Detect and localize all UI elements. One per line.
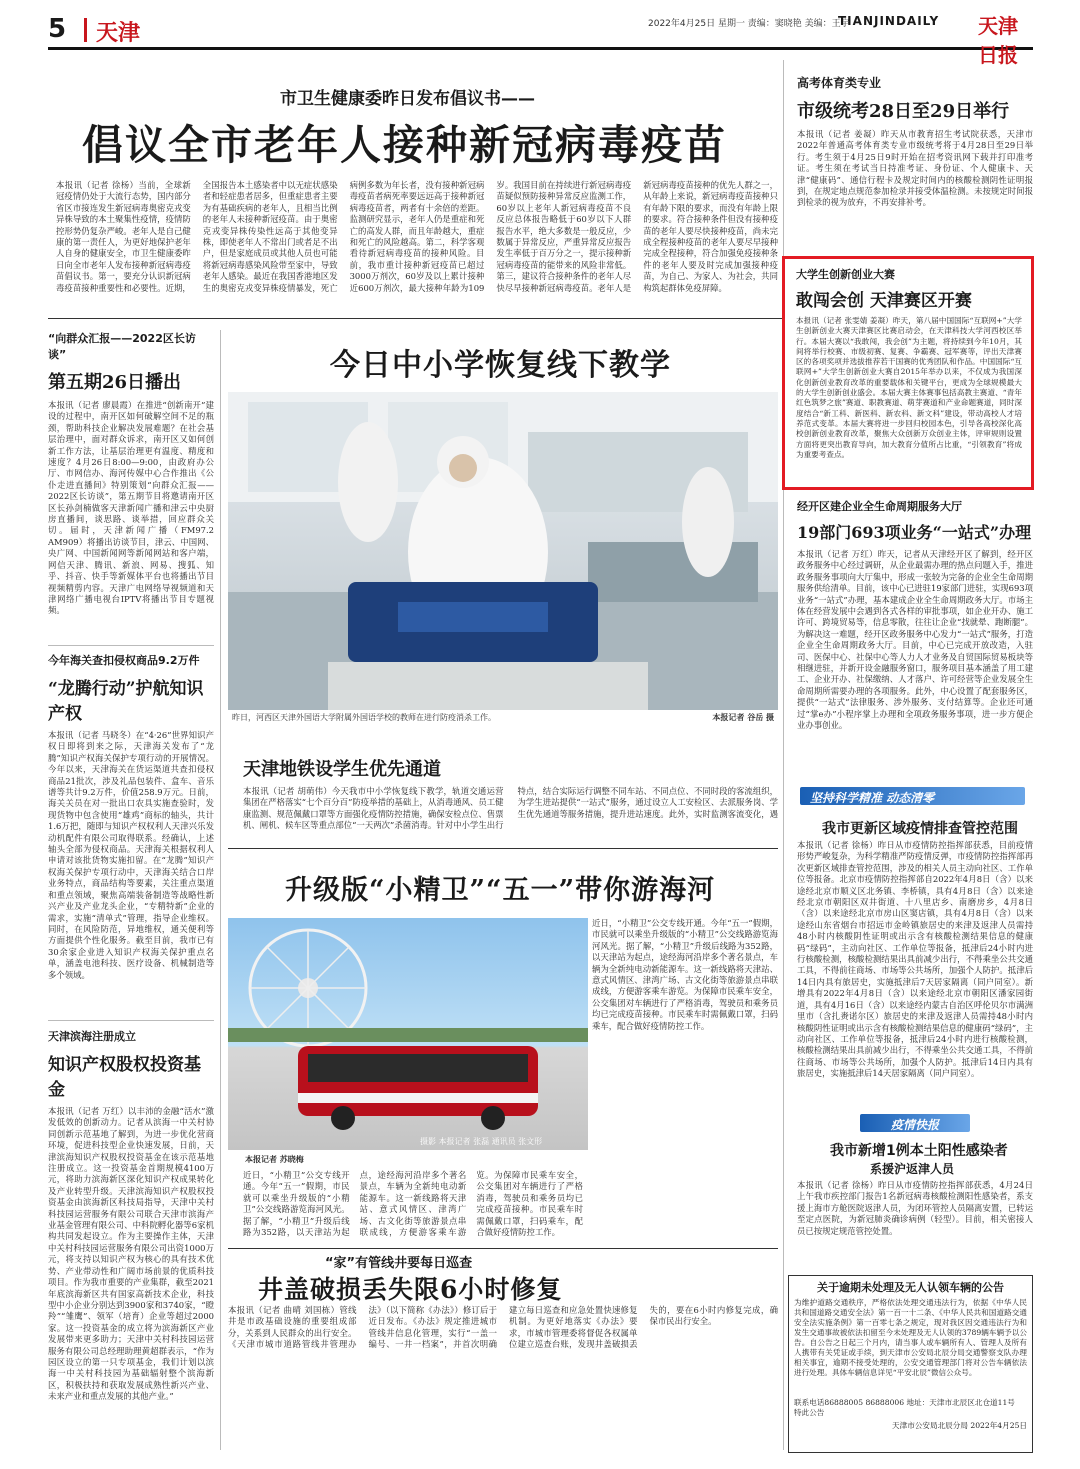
epidemic-body: 本报讯（记者 徐杨）昨日从市疫情防控指挥部获悉，目前疫情形势严峻复杂，为科学精准严防疫情反弹，市疫情防控指挥部再次更新区域排查管控范围，涉及的相关人员主动向社区、工作单位等报备。北京市疫情防控指挥部自2022年4月8日（含）以来途经北京市顺义区北务镇、李桥镇，具有4月8日（含）以来途经北京市朝阳区双井街道、十八里店乡、南磨房乡，4月8日（含）以来途经北京市房山区窦店镇，具有4月8日（含）以来途经山东省烟台市招远市金岭镇旅居史的来津及返津人员需持48小时内核酸阴性证明或出示含有核酸检测结果信息的健康码“绿码”，主动向社区、工作单位等报备，抵津后24小时内进行核酸检测，核酸检测结果出具前减少出行，不得乘坐公共交通工具，不得前往商场、市场等公共场所，加强个人防护。抵津后14日内具有旅居史，实施抵津后7天居家隔离（同户同室）。新增具有2022年4月8日（含）以来途经北京市朝阳区潘家园街道，具有4月16日（含）以来途经内蒙古自治区呼伦贝尔市满洲里市（含扎赉诺尔区）旅居史的来津及返津人员需持48小时内核酸阴性证明或出示含有核酸检测结果信息的健康码“绿码”，主动向社区、工作单位等报备，抵津后24小时内进行核酸检测，核酸检测结果出具前减少出行，不得乘坐公共交通工具，不得前往商场、市场等公共场所，加强个人防护。抵津后14日内具有旅居史，实施抵津后14天居家隔离（同户同室）。	[797, 840, 1033, 1079]
tram-photo	[228, 918, 588, 1150]
right-story-2-kicker: 大学生创新创业大赛	[796, 268, 895, 281]
notice-body: 为维护道路交通秩序，严格依法处理交通违法行为，依据《中华人民共和国道路交通安全法》第一百一十二条、《中华人民共和国道路交通安全法实施条例》第一百零七条之规定，现对我区因交通违法行为和发生交通事故被依法扣留至今未处理及无人认领的3789辆车辆予以公告。自公告之日起三个月内，请当事人或车辆所有人、管理人及所有人携带有关凭证或手续，到天津市公安局北辰分局交通警察支队办理相关事宜，逾期不接受处理的，公安交通管理部门将对公告车辆依法进行处理。具体车辆信息详见“平安北辰”微信公众号。	[794, 1298, 1027, 1377]
epidemic-banner	[800, 787, 1025, 805]
page-divider	[84, 18, 87, 42]
new-case-banner-text: 疫情快报	[890, 1118, 939, 1132]
epidemic-title: 我市更新区域疫情排查管控范围	[822, 821, 1018, 837]
metro-title: 天津地铁设学生优先通道	[243, 759, 441, 780]
right-story-2	[796, 266, 1022, 494]
school-caption	[232, 712, 774, 723]
left-story-3-kicker: 天津滨海注册成立	[48, 1030, 136, 1043]
right-story-3-title: 19部门693项业务“一站式”办理	[797, 523, 1032, 542]
manhole-title: 井盖破损丢失限6小时修复	[258, 1275, 563, 1304]
tram-body-bottom: 近日，“小精卫”公交专线开通。今年“五一”假期，市民就可以乘坐升级版的“小精卫”公交线路游览海河风光。据了解，“小精卫”升级后线路为352路，以天津站为起点，途经海河沿岸多个著名景点，车辆为全新纯电动新能源车。这一新线路将天津站、意式风情区、津湾广场、古文化街等旅游景点串联成线，方便游客乘车游览。为保障市民乘车安全，公交集团对车辆进行了严格消毒，驾驶员和乘务员均已完成疫苗接种。市民乘车时需佩戴口罩，扫码乘车，配合做好疫情防控工作。	[243, 1170, 583, 1238]
notice-box	[788, 1275, 1033, 1453]
school-photo	[228, 392, 778, 710]
school-title: 今日中小学恢复线下教学	[330, 348, 671, 383]
school-photo-illustration	[228, 392, 778, 710]
school-credit: 本报记者 谷岳 摄	[712, 712, 774, 722]
notice-contact: 联系电话86888005 86888006 地址：天津市北辰区北仓道11号	[794, 1398, 1015, 1407]
section-name: 天津	[96, 21, 141, 46]
new-case-title: 我市新增1例本土阳性感染者	[830, 1143, 1008, 1159]
right-story-3-body: 本报讯（记者 万红）昨天，记者从天津经开区了解到，经开区政务服务中心经过调研，从企业最需办理的热点问题入手，推进政务服务事项向大厅集中，形成一张较为完备的企业全生命周期服务供给清单。目前，该中心已进驻19家部门进驻，实现693项业务“一站式”办理，基本建成企业全生命周期政务大厅。市场主体在经营发展中会遇到各式各样的审批事项，如企业开办、施工许可、跨境贸易等，信息零散，往往让企业“找就晕、跑断腿”。为解决这一难题，经开区政务服务中心发力“一站式”服务，打造企业全生命周期政务大厅。目前，中心已完成开放改造，入驻司、医保中心、社保中心等人力人才业务及自贸国际贸易板块等相继进驻，并新开设金融服务窗口，服务项目基本涵盖了用工建工、企业开办、社保缴纳、人才落户、许可经营等企业发展全生命周期所需要办理的各项服务。此外，中心设置了配套服务区，提供“一站式”法律服务、涉外服务、支付结算等。企业还可通过“掌e办”小程序掌上办理和全项政务服务事项，进一步方便企业办事创业。	[797, 549, 1033, 731]
tram-photo-illustration	[228, 918, 588, 1150]
tram-photo-credit: 摄影 本报记者 张磊 通讯员 张文形	[420, 1137, 543, 1146]
tram-body-right: 近日，“小精卫”公交专线开通。今年“五一”假期，市民就可以乘坐升级版的“小精卫”公交线路游览海河风光。据了解，“小精卫”升级后线路为352路，以天津站为起点，途经海河沿岸多个著名景点，车辆为全新纯电动新能源车。这一新线路将天津站、意式风情区、津湾广场、古文化街等旅游景点串联成线，方便游客乘车游览。为保障市民乘车安全，公交集团对车辆进行了严格消毒，驾驶员和乘务员均已完成疫苗接种。市民乘车时需佩戴口罩，扫码乘车，配合做好疫情防控工作。	[592, 918, 778, 1031]
new-case-subtitle: 系援沪返津人员	[870, 1162, 955, 1176]
left-story-3	[48, 1028, 214, 1469]
tram-credit: 本报记者 苏晓梅	[245, 1154, 304, 1164]
right-story-3	[797, 498, 1033, 789]
left-story-2	[48, 652, 214, 1068]
lead-title: 倡议全市老年人接种新冠病毒疫苗	[82, 121, 727, 169]
left-story-2-title: “龙腾行动”护航知识产权	[48, 679, 204, 724]
left-story-2-body: 本报讯（记者 马晓冬）在“4·26”世界知识产权日即将到来之际，天津海关发布了“龙腾”知识产权海关保护专项行动的开展情况。今年以来，天津海关在货运渠道共查扣侵权商品21批次，涉及礼品包装件、盒车、音乐谱等共计9.2万件，价值258.9万元。日前，海关关员在对一批出口农具实施查验时，发现货物中包含使用“雄鸡”商标的轴头，共计1.6万把，随即与知识产权权利人天津兴乐发动机配件有限公司取得联系。经确认，上述轴头全部为侵权商品。天津海关根据权利人申请对该批货物实施扣留。在“龙腾”知识产权海关保护专项行动中，天津海关结合口岸业务特点，商品结构等要素，关注重点渠道和重点领域，聚焦高端装备制造等战略性新兴产业及产业龙头企业，“专精特新”企业的需求，实施“清单式”管理，指导企业维权。同时，在风险防范，异地维权，通关便利等方面提供个性化服务。截至目前，我市已有30余家企业进入知识产权海关保护重点名单，涵盖电池科技、医疗设备、机械制造等多个领域。	[48, 730, 214, 980]
right-story-1-title: 市级统考28日至29日举行	[797, 101, 1010, 122]
right-story-1-body: 本报讯（记者 姜凝）昨天从市教育招生考试院获悉，天津市2022年普通高考体育类专业市级统考将于4月28日至29日举行。考生须于4月25日9时开始在招考资讯网下载并打印准考证。考生须在考试当日持准考证、身份证、个人健康卡、天津“健康码”、通信行程卡及规定时间内的核酸检测阴性证明报到，在规定地点规范参加检录并接受体温检测。未按规定时间报到检录的视为放弃，不再安排补考。	[797, 129, 1033, 208]
page-number: 5	[48, 14, 67, 44]
left-story-1-kicker: “向群众汇报——2022区长访谈”	[48, 332, 196, 361]
page-meta: 2022年4月25日 星期一 责编：窦晓艳 美编：王宇	[648, 19, 850, 29]
page-header	[48, 10, 1033, 67]
left-story-1	[48, 330, 214, 645]
notice-agency: 特此公告	[794, 1408, 825, 1417]
lead-body: 本报讯（记者 徐杨）当前，全球新冠疫情仍处于大流行态势，国内部分省区市接连发生新冠病毒奥密克戎变异株导致的本土聚集性疫情，疫情防控形势仍复杂严峻。老年人是自己健康的第一责任人，为更好地保护老年人自身的健康安全，市卫生健康委昨日向全市老年人发布接种新冠病毒疫苗倡议书。第一，要充分认识新冠病毒疫苗接种重要性和必要性。近期，全国报告本土感染者中以无症状感染者和轻症患者居多，但重症患者主要为有基础疾病的老年人，且相当比例的老年人未接种新冠疫苗。由于奥密克戎变异株传染性远高于其他变异株，即使老年人不常出门或者足不出户，但是家庭成员或其他人员也可能将新冠病毒感染风险带至家中，导致老年人感染。最近在我国香港地区发生的奥密克戎变异株疫情暴发，死亡病例多数为年长者，没有接种新冠病毒疫苗者病死率要远远高于接种新冠病毒疫苗者，两者有十余倍的差距。监测研究显示，老年人仍是重症和死亡的高发人群，而且年龄越大，重症和死亡的风险越高。第二，科学客观看待新冠病毒疫苗的接种风险。目前，我市重计接种新冠疫苗已超过3000万剂次，60岁及以上累计接种近600万剂次，最大接种年龄为109岁。我国目前在持续进行新冠病毒疫苗疑似预防接种异常反应监测工作，60岁以上老年人新冠病毒疫苗不良反应总体报告略低于60岁以下人群报告水平，绝大多数是一般反应，少数属于异常反应，严重异常反应报告发生率低于百万分之一，提示接种新冠病毒疫苗的能带来的风险非常低。第三，建议符合接种条件的老年人尽快尽早接种新冠病毒疫苗。老年人是新冠病毒疫苗接种的优先人群之一，从年龄上来说，新冠病毒疫苗接种只有年龄下限的要求，而没有年龄上限的要求。符合接种条件但没有接种疫苗的老年人要尽快接种疫苗，尚未完成全程接种疫苗的老年人要尽早接种完成全程接种，符合加强免疫接种条件的老年人要及时完成加强接种疫苗，为自己、为家人、为社会，共同构筑起群体免疫屏障。	[56, 180, 778, 293]
new-case-banner	[860, 1114, 970, 1132]
left-story-1-title: 第五期26日播出	[48, 372, 182, 393]
lead-kicker: 市卫生健康委昨日发布倡议书——	[280, 89, 535, 109]
left-story-1-body: 本报讯（记者 廖晨霞）在推进“创新南开”建设的过程中，南开区如何破解空间不足的瓶颈，帮助科技企业解决发展难题？在社会基层治理中，面对群众诉求，南开区又如何创新工作方法，让基层治理更有温度、精度和速度？4月26日8:00—9:00，由政府办公厅、市网信办、海河传媒中心合作推出《公仆走进直播间》特别策划“向群众汇报——2022区长访谈”，第五期节目将邀请南开区区长孙剑楠做客天津新闻广播和津云中央厨房直播间，谈思路、谈举措，回应群众关切。届时，天津新闻广播（FM97.2 AM909）将播出访谈节目，津云、中国网、央广网、中国新闻网等新闻网站和客户端，网信天津、腾讯、新浪、网易、搜狐、知乎、抖音、快手等新媒体平台也将播出节目视频精剪内容。天津广电网络导视频道和天津网络广播电视台IPTV将播出节目专题视频。	[48, 400, 214, 616]
right-story-1	[797, 74, 1033, 245]
right-story-2-title: 敢闯会创 天津赛区开赛	[796, 291, 972, 311]
masthead-en: TIANJINDAILY	[838, 14, 940, 28]
left-story-2-kicker: 今年海关查扣侵权商品9.2万件	[48, 654, 200, 667]
right-story-3-kicker: 经开区建企业全生命周期服务大厅	[797, 500, 962, 513]
left-story-3-title: 知识产权股权投资基金	[48, 1055, 201, 1100]
masthead-logo: 天津日报	[978, 14, 1018, 67]
notice-sign: 天津市公安局北辰分局	[892, 1421, 968, 1430]
right-story-2-body: 本报讯（记者 张雯婧 姜凝）昨天，第八届中国国际“互联网+”大学生创新创业大赛天津赛区比赛启动会，在天津科技大学河西校区举行。本届大赛以“我敢闯，我会创”为主题，将持续到今年10月，其间将举行校赛、市级初赛、复赛、争霸赛、冠军赛等，评出天津赛区的各项奖项并选拔推荐若干国赛的优秀团队和作品。中国国际“互联网+”大学生创新创业大赛自2015年举办以来，不仅成为我国深化创新创业教育改革的重要载体和关键平台，更成为全球规模最大的大学生创新创业盛会。本届大赛主体赛事包括高教主赛道、“青年红色筑梦之旅”赛道、职教赛道、萌芽赛道和产业命题赛道，同时深度结合“新工科、新医科、新农科、新文科”建设，带动高校人才培养范式变革。本届大赛将进一步回归校园本色，引导各高校深化高校创新创业教育改革，聚焦大众创新万众创业主体，评审规则设置方面将更突出教育导向，加大教育分值所占比重，“引领教育”将成为重要考查点。	[796, 316, 1022, 459]
epidemic-banner-text: 坚持科学精准 动态清零	[810, 791, 935, 805]
school-caption-text: 昨日，河西区天津外国语大学附属外国语学校的教师在进行防疫消杀工作。	[232, 713, 496, 722]
left-story-3-body: 本报讯（记者 万红）以丰沛的金融“活水”激发低效的创新动力。记者从滨海一中关村协同创新示范基地了解到，为进一步优化营商环境，促进科技型企业快速发展，日前，天津滨海知识产权股权投资基金在该示范基地注册成立。这一投资基金首期规模4100万元，将助力滨海新区深化知识产权成果转化及产业转型升级。天津滨海知识产权股权投资基金由滨海新区科技局指导，天津中关村科技园运营服务有限公司联合天津市滨海产业基金管理有限公司、中科院孵化器等6家机构共同发起设立。作为主要操作主体，天津中关村科技园运营服务有限公司出资1000万元，将支持以知识产权为核心的具有技术优势、产业带动性和广阔市场前景的优质科技项目。作为我市重要的产业集群，截至2021年底滨海新区共有国家高新技术企业，科技型中小企业分别达到3900家和3740家，“瞪羚”“雏鹰”、领军（培育）企业等超过2000家。这一投资基金的成立将为滨海新区产业发展带来更多助力；天津中关村科技园运营服务有限公司总经理助理黄超群表示，“作为园区设立的第一只专项基金，我们计划以滨海一中关村科技园为基础辐射整个滨海新区，积极扶持和获取发展成熟性新兴产业、未来产业和重点发展的其他产业。”	[48, 1106, 214, 1402]
manhole-body: 本报讯（记者 曲晴 刘国栋）管线井是市政基础设施的重要组成部分，关系到人民群众的出行安全。《天津市城市道路管线井管理办法》（以下简称《办法》）修订后于近日发布。《办法》规定推进城市管线井信息化管理，实行“一盖一编号、一井一档案”，并首次明确建立每日巡查和应急处置快速修复机制。为更好地落实《办法》要求，市城市管理委将督促各权属单位建立巡查台账，发现井盖破损丢失的，要在6小时内修复完成，确保市民出行安全。	[228, 1305, 778, 1350]
notice-date: 2022年4月25日	[970, 1421, 1027, 1430]
metro-body: 本报讯（记者 胡萌伟）今天我市中小学恢复线下教学，轨道交通运营集团在严格落实“七个百分百”防疫举措的基础上，从消毒通风、员工健康监测、规范佩戴口罩等方面强化疫情防控措施，确保安检点位、售票机、闸机、候车区等重点部位“一天两次”杀菌消毒。针对中小学生出行特点，结合实际运行调整不同车站、不同点位、不同时段的客流组织，为学生进站提供“一站式”服务，通过设立人工安检区、去派服务岗、学生优先通道等服务措施，提升进站速度。此外，实时监测客流变化，遇	[243, 786, 778, 831]
tram-title: 升级版“小精卫”“五一”带你游海河	[285, 875, 716, 906]
notice-sign-row	[794, 1420, 1027, 1431]
new-case-body: 本报讯（记者 徐杨）昨日从市疫情防控指挥部获悉，4月24日上午我市疾控部门报告1名新冠病毒核酸检测阳性感染者，系支援上海市方舱医院返津人员，为闭环管控人员隔离安置，已转运至定点医院，为新冠肺炎确诊病例（轻型）。目前，相关密接人员已按规定规范管控处置。	[797, 1180, 1033, 1236]
manhole-kicker: “家”有管线井要每日巡查	[325, 1256, 473, 1271]
right-story-1-kicker: 高考体育类专业	[797, 76, 882, 90]
notice-title: 关于逾期未处理及无人认领车辆的公告	[817, 1281, 1004, 1294]
